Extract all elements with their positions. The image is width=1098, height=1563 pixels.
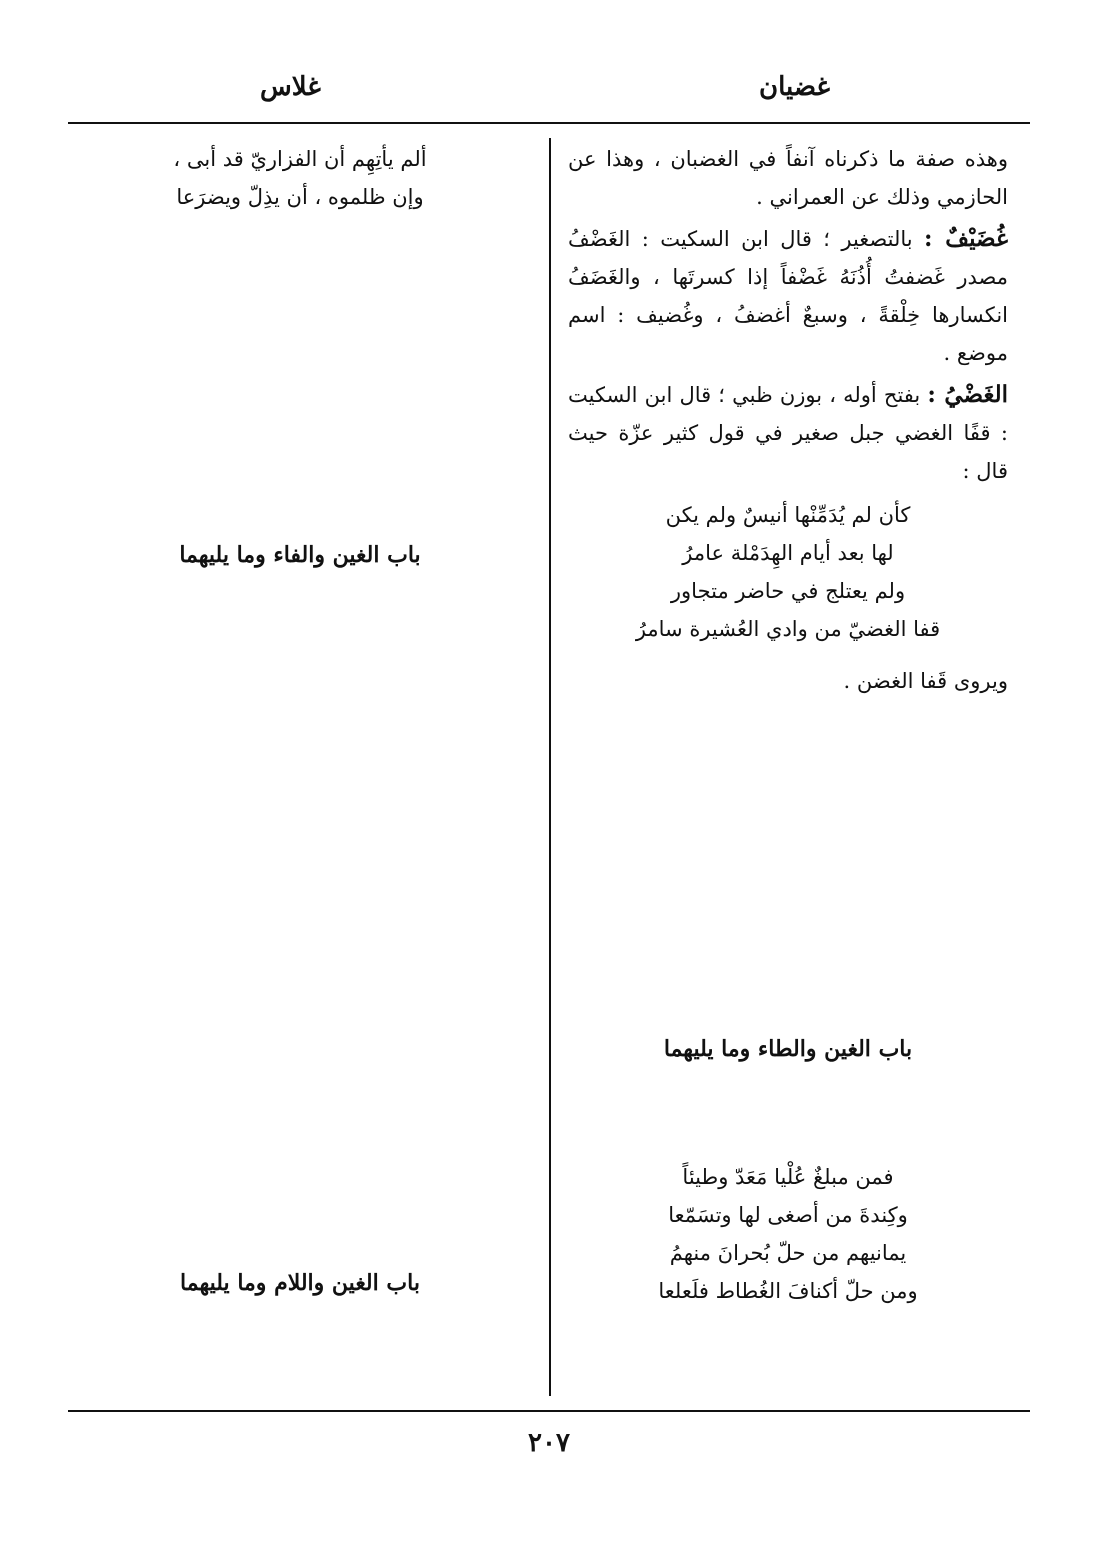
right-column (568, 140, 1008, 1324)
verse-block (568, 496, 1008, 648)
verse-line: ألم يأتِهِم أن الفزاريّ قد أبى ، (173, 147, 427, 171)
section-heading: باب الغين والفاء وما يليهما (179, 542, 421, 568)
verse-line: وإن ظلموه ، أن يذِلّ ويضرَعا (176, 185, 424, 209)
verse-line: يمانيهم من حلّ بُحرانَ منهمُ (669, 1241, 907, 1265)
section-heading: باب الغين واللام وما يليهما (180, 1270, 420, 1296)
footer-rule (68, 1410, 1030, 1412)
header-right-word: غضيان (758, 72, 830, 102)
entry-ghadhy (568, 376, 1008, 490)
left-column (70, 140, 530, 1316)
variant-note: ويروى قَفا الغضن . (843, 669, 1008, 693)
header-left-word: غلاس (260, 72, 321, 102)
section-heading: باب الغين والطاء وما يليهما (663, 1036, 913, 1062)
page-number: ٢٠٧ (528, 1428, 570, 1458)
column-divider (549, 138, 551, 1396)
header-rule (68, 122, 1030, 124)
verse-line: ومن حلّ أكنافَ الغُطاط فلَعلعا (658, 1279, 918, 1303)
running-header (70, 72, 1030, 112)
verse-block (568, 1158, 1008, 1310)
verse-block (70, 140, 530, 216)
entry-term: غُضَيْفٌ : (924, 225, 1008, 252)
entry-text: بفتح أوله ، بوزن ظبي ؛ قال ابن السكيت : قفًا الغضي جبل صغير في قول كثير عزّة حيث قال : (568, 383, 1008, 483)
verse-line: كأن لم يُدَمِّنْها أنيسٌ ولم يكن (665, 503, 911, 527)
verse-line: لها بعد أيام الهِدَمْلة عامرُ (682, 541, 894, 565)
intro-paragraph: وهذه صفة ما ذكرناه آنفاً في الغضبان ، وهذا عن الحازمي وذلك عن العمراني . (568, 147, 1008, 209)
entry-term: الغَضْيُ : (927, 381, 1008, 408)
verse-line: وكِندةَ من أصغى لها وتسَمّعا (668, 1203, 908, 1227)
verse-line: قفا الغضيّ من وادي العُشيرة سامرُ (635, 617, 941, 641)
verse-line: فمن مبلغٌ عُلْيا مَعَدّ وطيئاً (682, 1165, 894, 1189)
verse-line: ولم يعتلج في حاضر متجاور (670, 579, 906, 603)
entry-text: بالتصغير ؛ قال ابن السكيت : الغَضْفُ مصدر غَضفتُ أُذُنَهُ غَضْفاً إذا كسرتَها ، والغَضَفُ انكسارها خِلْقةً ، وسبعٌ أغضفُ ، وغُضيف : اسم موضع . (568, 227, 1008, 365)
entry-ghudhayf (568, 220, 1008, 372)
